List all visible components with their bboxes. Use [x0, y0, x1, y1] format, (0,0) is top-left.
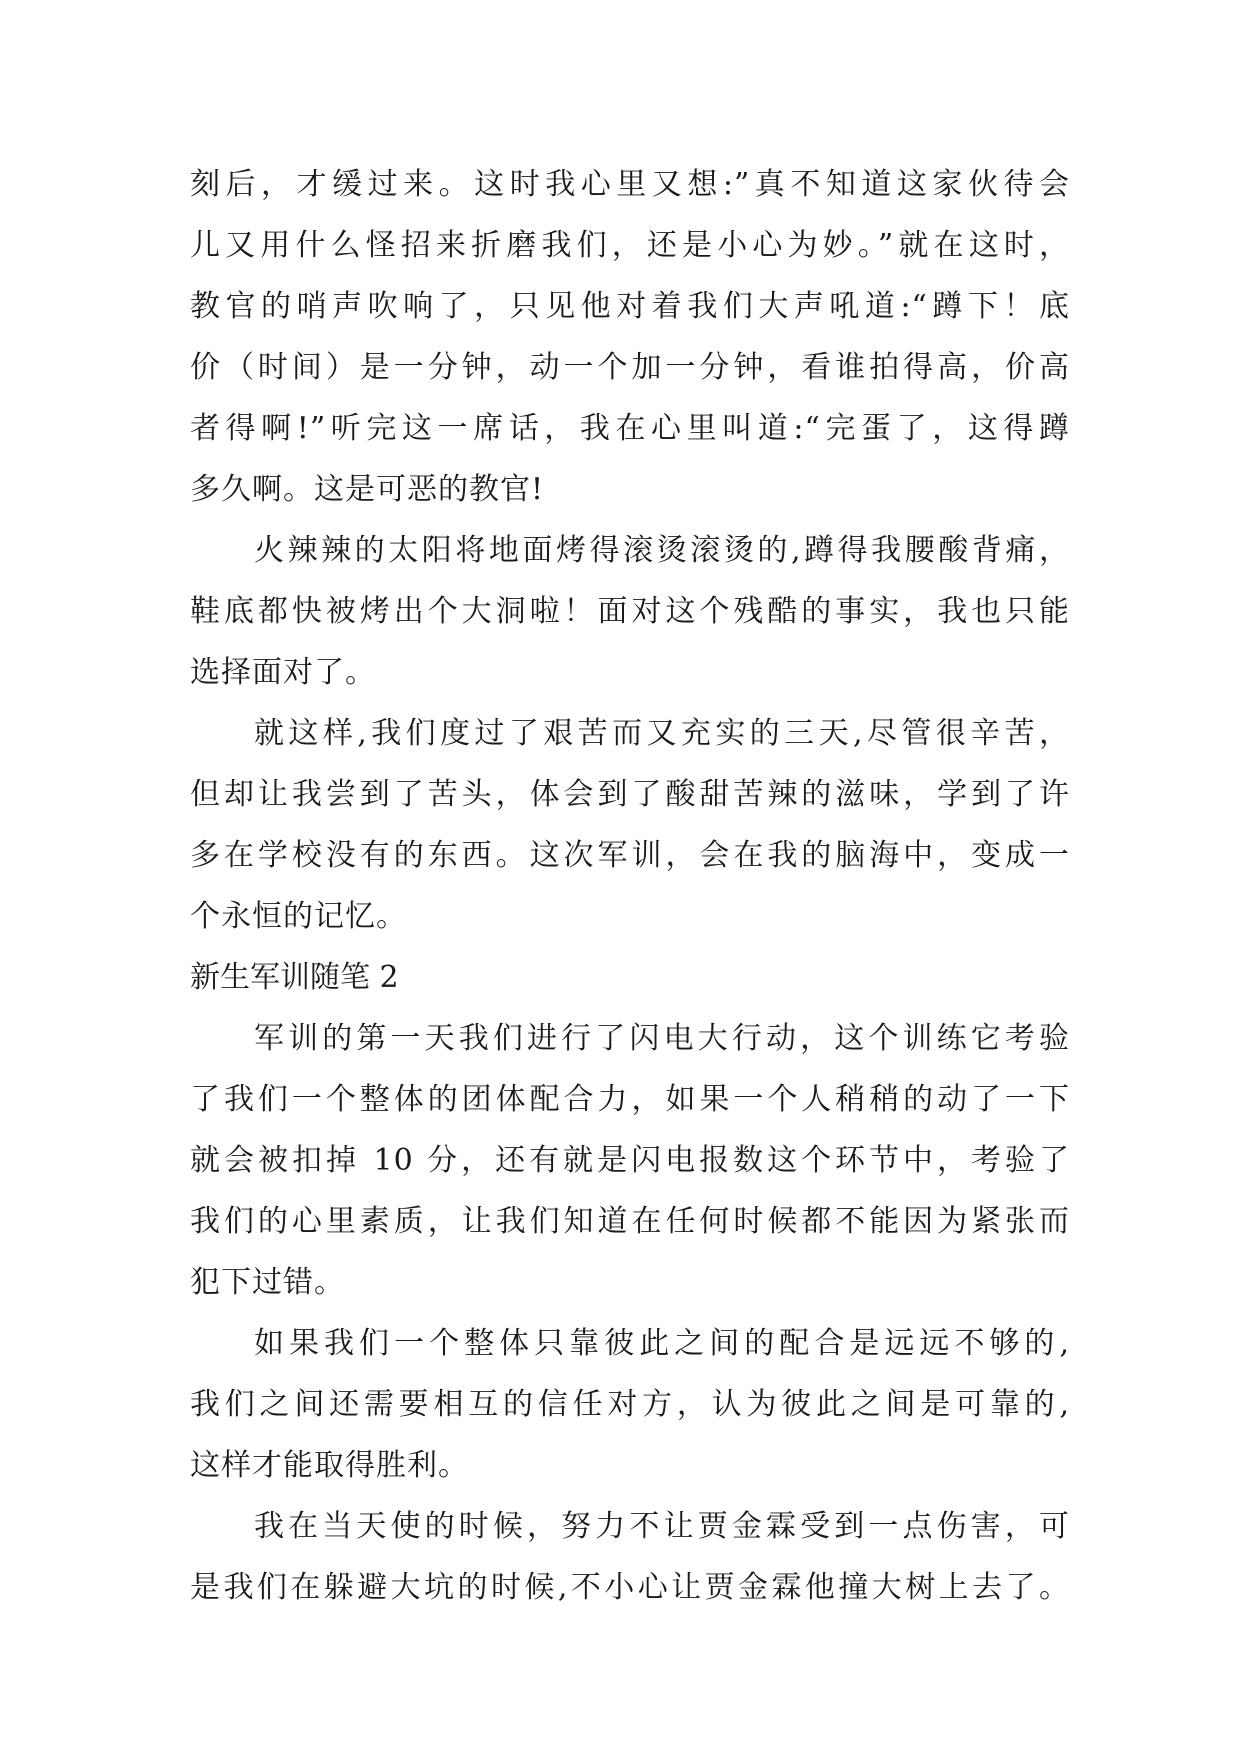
section-heading: 新生军训随笔 2 — [190, 960, 399, 995]
text-line: 个永恒的记忆。 — [190, 899, 407, 934]
text-line: 我们的心里素质，让我们知道在任何时候都不能因为紧张而 — [190, 1204, 1070, 1239]
paragraph-first-line: 就这样,我们度过了艰苦而又充实的三天,尽管很辛苦， — [254, 716, 1070, 751]
paragraph-first-line: 火辣辣的太阳将地面烤得滚烫滚烫的,蹲得我腰酸背痛， — [254, 533, 1070, 568]
text-line: 多久啊。这是可恶的教官! — [190, 472, 545, 507]
paragraph-first-line: 我在当天使的时候，努力不让贾金霖受到一点伤害，可 — [254, 1509, 1070, 1544]
document-body — [190, 154, 1070, 1618]
text-line: 了我们一个整体的团体配合力，如果一个人稍稍的动了一下 — [190, 1082, 1070, 1117]
text-line: 是我们在躲避大坑的时候,不小心让贾金霖他撞大树上去了。 — [190, 1570, 1070, 1605]
text-line: 选择面对了。 — [190, 655, 376, 690]
paragraph-first-line: 军训的第一天我们进行了闪电大行动，这个训练它考验 — [254, 1021, 1070, 1056]
text-line: 犯下过错。 — [190, 1265, 345, 1300]
text-line: 但却让我尝到了苦头，体会到了酸甜苦辣的滋味，学到了许 — [190, 777, 1070, 812]
text-line: 多在学校没有的东西。这次军训，会在我的脑海中，变成一 — [190, 838, 1070, 873]
text-line: 价（时间）是一分钟，动一个加一分钟，看谁拍得高，价高 — [190, 350, 1070, 385]
text-line: 刻后，才缓过来。这时我心里又想:”真不知道这家伙待会 — [190, 167, 1070, 202]
text-line: 者得啊!”听完这一席话，我在心里叫道:“完蛋了，这得蹲 — [190, 411, 1070, 446]
text-line: 我们之间还需要相互的信任对方，认为彼此之间是可靠的, — [190, 1387, 1070, 1422]
text-line: 鞋底都快被烤出个大洞啦！面对这个残酷的事实，我也只能 — [190, 594, 1070, 629]
text-line: 教官的哨声吹响了，只见他对着我们大声吼道:“蹲下！底 — [190, 289, 1070, 324]
paragraph-first-line: 如果我们一个整体只靠彼此之间的配合是远远不够的, — [254, 1326, 1070, 1361]
text-line: 就会被扣掉 10 分，还有就是闪电报数这个环节中，考验了 — [190, 1143, 1070, 1178]
text-line: 这样才能取得胜利。 — [190, 1448, 469, 1483]
text-line: 儿又用什么怪招来折磨我们，还是小心为妙。”就在这时， — [190, 228, 1070, 263]
